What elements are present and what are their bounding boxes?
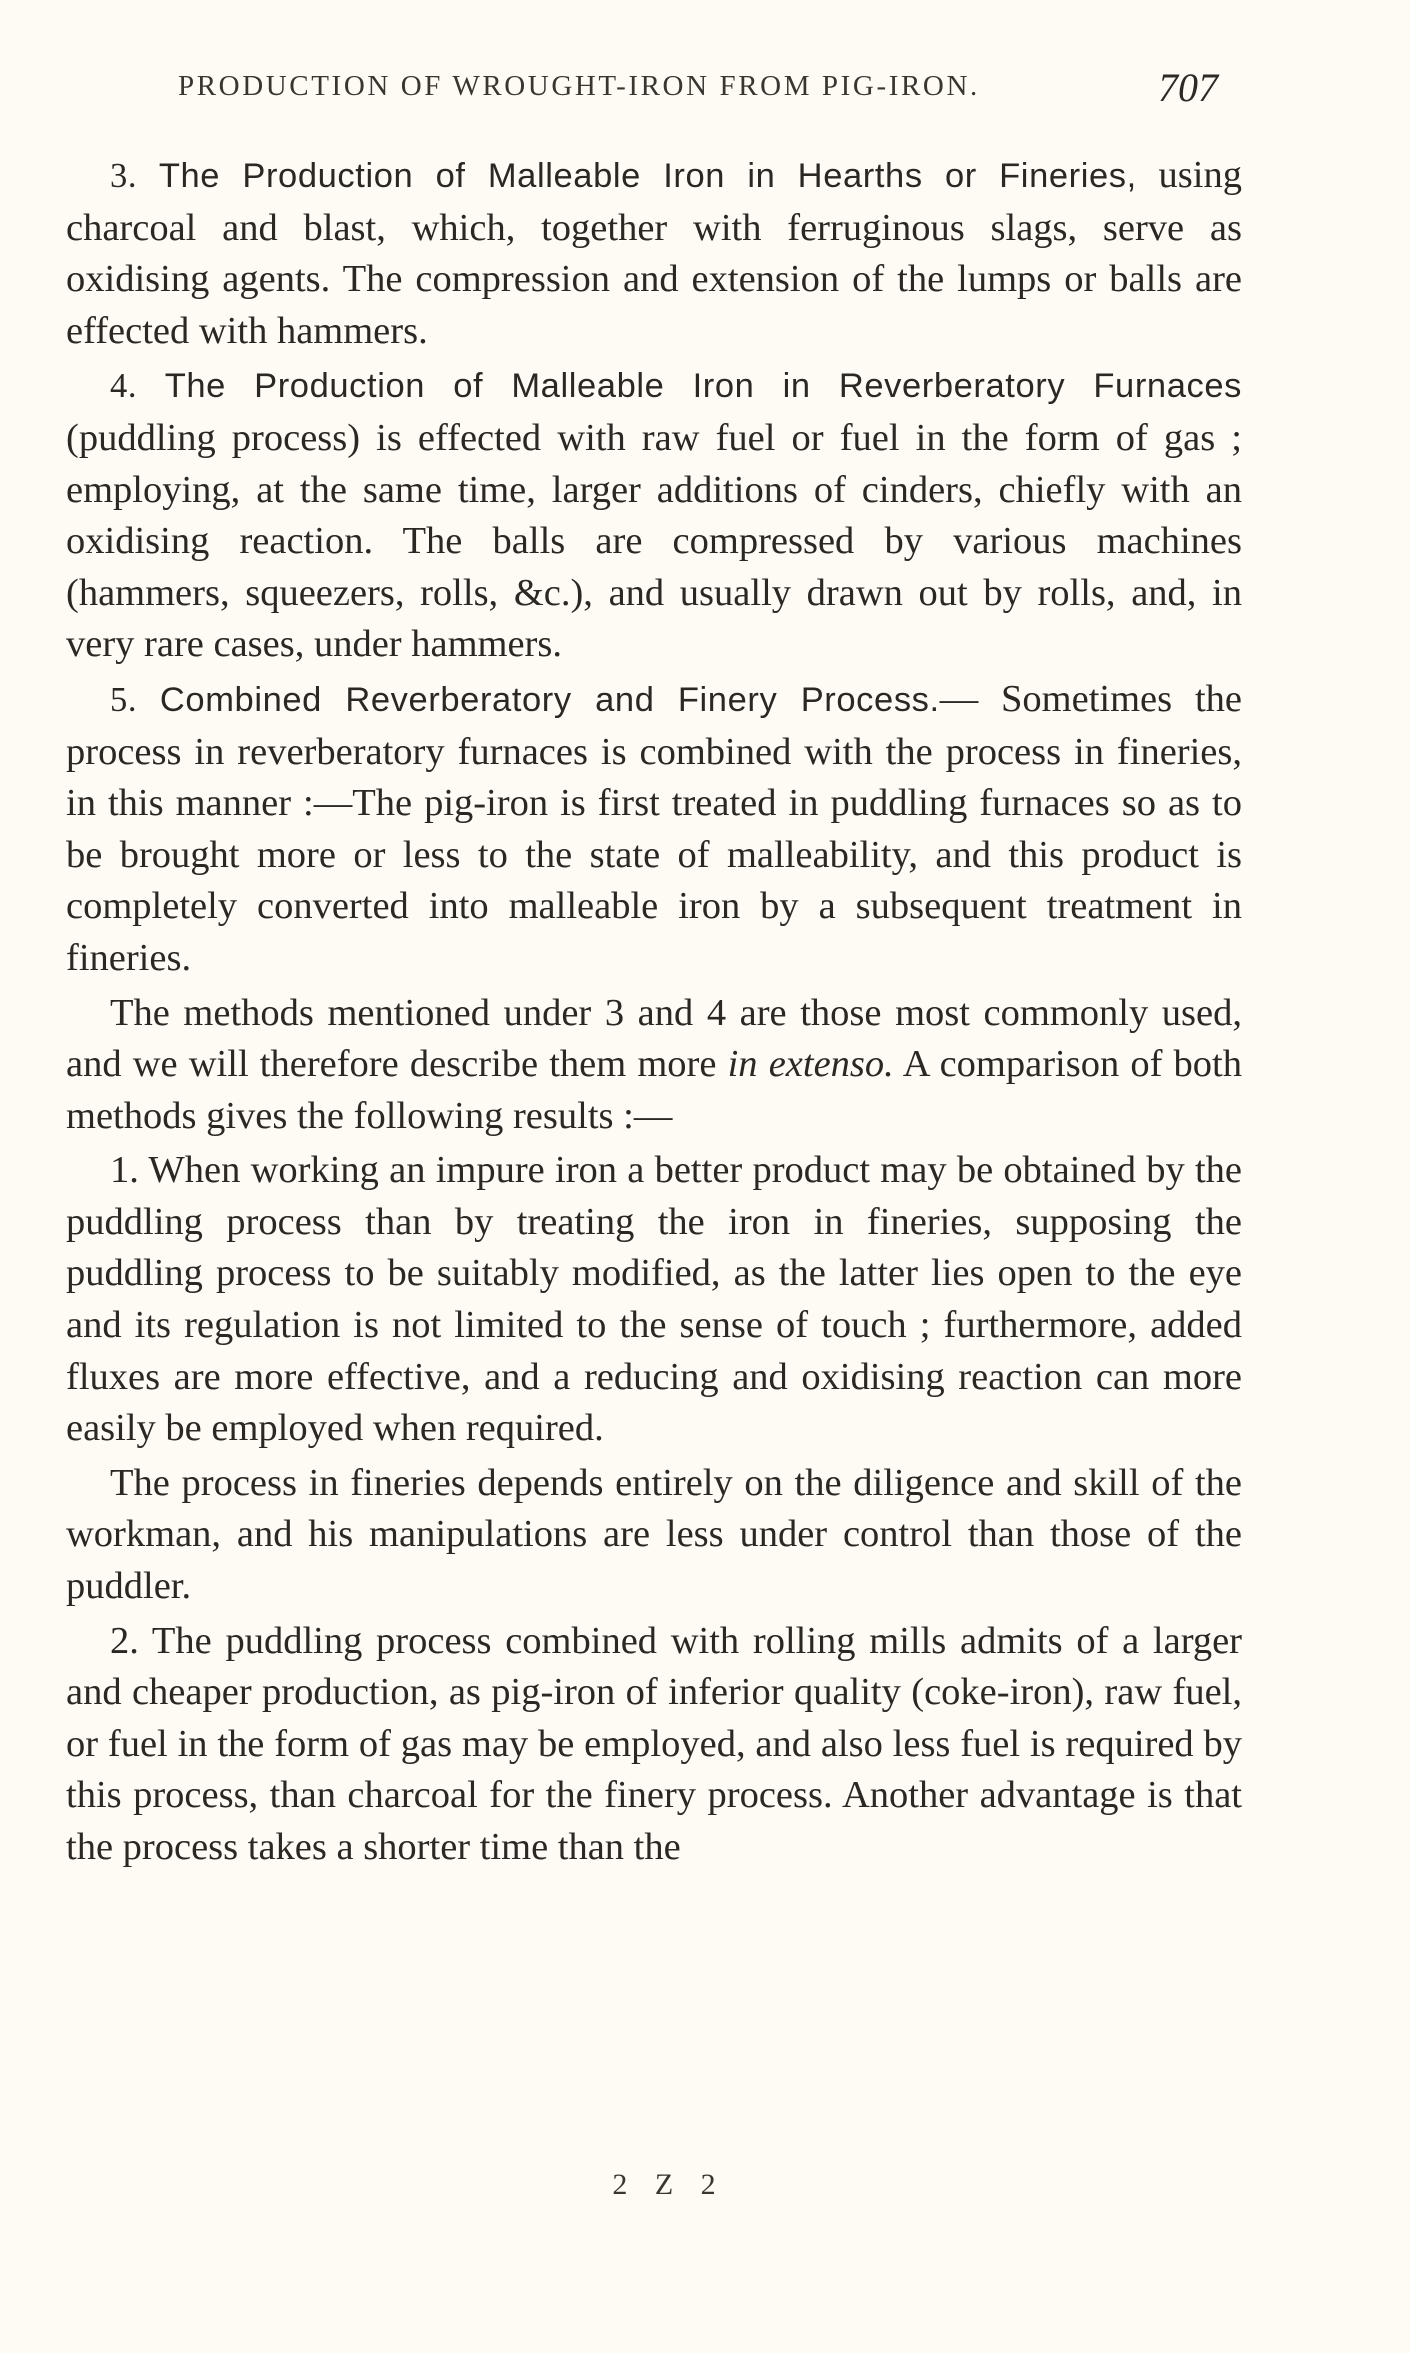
item-text: The puddling process combined with rolling mills admits of a larger and cheaper production, as pig-iron of inferior quality (coke-iron), raw fuel, or fuel in the form of gas may be employed, and also less fuel is required by this process, than charcoal for the finery process. Another advantage is that the process takes a shorter time than the [66,1619,1242,1868]
item-number: 4. [110,367,138,406]
item-number: 5. [110,680,138,719]
paragraph-text: The process in fineries depends entirely on the diligence and skill of the workman, and his manipulations are less under control than those of the puddler. [66,1461,1242,1608]
paragraph-fineries [66,1458,1242,1613]
paragraph-text: The methods mentioned under 3 and 4 are those most commonly used, and we will therefore describe them more [66,991,1242,1086]
paragraph-item-3 [66,150,1242,357]
page-header [66,64,1242,126]
page-number: 707 [1158,65,1218,110]
paragraph-item-5 [66,674,1242,985]
paragraph-result-1 [66,1145,1242,1455]
book-page [66,64,1242,2304]
paragraph-text-end: A comparison of both methods gives the following results :— [66,1043,1243,1137]
body-text [66,150,1242,1874]
item-text: — Sometimes the process in reverberatory furnaces is combined with the process in fineries, in this manner :—The pig-iron is first treated in puddling furnaces so as to be brought more or less to the state of malleability, and this product is completely converted into malleable iron by a subsequent treatment in fineries. [66,677,1242,979]
signature-mark: 2 Z 2 [612,2168,726,2201]
item-text: using charcoal and blast, which, together with ferruginous slags, serve as oxidising agents. The compression and extension of the lumps or balls are effected with hammers. [66,154,1242,352]
paragraph-comparison [66,988,1242,1143]
item-number: 3. [110,157,138,195]
paragraph-result-2 [66,1616,1242,1874]
italic-phrase: in extenso. [727,1043,894,1086]
item-number: 2. [110,1619,139,1662]
item-heading: Combined Reverberatory and Finery Process. [159,680,940,719]
item-text: When working an impure iron a better product may be obtained by the puddling process than by treating the iron in fineries, supposing the puddling process to be suitably modified, as the latter lies open to the eye and its regulation is not limited to the sense of touch ; furthermore, added fluxes are more effective, and a reducing and oxidising reaction can more easily be employed when required. [66,1149,1242,1450]
running-head: PRODUCTION OF WROUGHT-IRON FROM PIG-IRON. [178,70,980,102]
item-text: (puddling process) is effected with raw fuel or fuel in the form of gas ; employing, at the same time, larger additions of cinders, chiefly with an oxidising reaction. The balls are compressed by various machines (hammers, squeezers, rolls, &c.), and usually drawn out by rolls, and, in very rare cases, under hammers. [66,416,1242,666]
paragraph-item-4 [66,360,1242,671]
item-heading: The Production of Malleable Iron in Hearths or Fineries, [158,157,1137,195]
item-number: 1. [110,1149,139,1192]
item-heading: The Production of Malleable Iron in Reverberatory Furnaces [164,367,1242,406]
